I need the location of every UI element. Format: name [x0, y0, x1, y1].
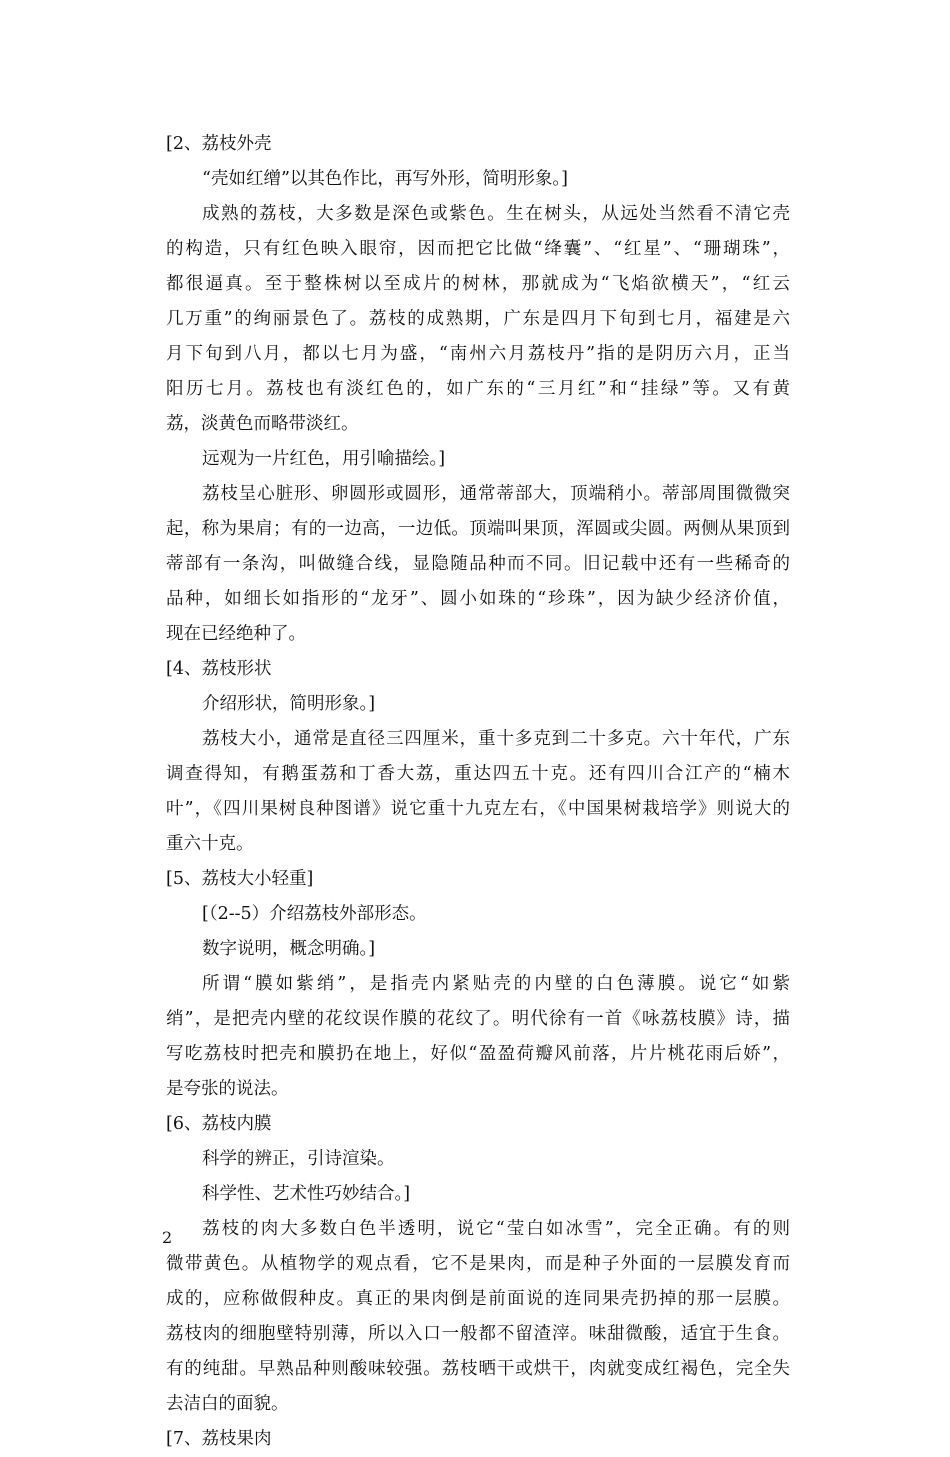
text-line: [6、荔枝内膜 — [166, 1114, 272, 1134]
text-line: 所谓“膜如紫绡”，是指壳内紧贴壳的内壁的白色薄膜。说它“如紫 — [202, 974, 790, 994]
text-line: 几万重”的绚丽景色了。荔枝的成熟期，广东是四月下旬到七月，福建是六 — [166, 309, 790, 329]
text-line: 有的纯甜。早熟品种则酸味较强。荔枝晒干或烘干，肉就变成红褐色，完全失 — [166, 1359, 790, 1379]
text-line: 叶”，《四川果树良种图谱》说它重十九克左右，《中国果树栽培学》则说大的 — [166, 799, 790, 819]
text-line: 荔枝呈心脏形、卵圆形或圆形，通常蒂部大，顶端稍小。蒂部周围微微突 — [202, 484, 790, 504]
text-line: 蒂部有一条沟，叫做缝合线，显隐随品种而不同。旧记载中还有一些稀奇的 — [166, 554, 790, 574]
text-line: 绡”，是把壳内壁的花纹误作膜的花纹了。明代徐有一首《咏荔枝膜》诗，描 — [166, 1009, 790, 1029]
text-line: 科学的辨正，引诗渲染。 — [202, 1149, 395, 1169]
text-line: [5、荔枝大小轻重] — [166, 869, 314, 889]
text-line: 数字说明，概念明确。] — [202, 939, 376, 959]
text-line: 的构造，只有红色映入眼帘，因而把它比做“绛囊”、“红星”、“珊瑚珠”， — [166, 239, 790, 259]
text-line: 阳历七月。荔枝也有淡红色的，如广东的“三月红”和“挂绿”等。又有黄 — [166, 379, 790, 399]
text-line: 起，称为果肩；有的一边高，一边低。顶端叫果顶，浑圆或尖圆。两侧从果顶到 — [166, 519, 790, 539]
text-line: 写吃荔枝时把壳和膜扔在地上，好似“盈盈荷瓣风前落，片片桃花雨后娇”， — [166, 1044, 790, 1064]
text-line: 重六十克。 — [166, 834, 254, 854]
text-line: [（2--5）介绍荔枝外部形态。 — [202, 904, 427, 924]
text-line: 荔枝的肉大多数白色半透明，说它“莹白如冰雪”，完全正确。有的则 — [202, 1219, 790, 1239]
text-line: 调查得知，有鹅蛋荔和丁香大荔，重达四五十克。还有四川合江产的“楠木 — [166, 764, 790, 784]
text-line: [2、荔枝外壳 — [166, 134, 272, 154]
text-line: [4、荔枝形状 — [166, 659, 272, 679]
text-line: 成熟的荔枝，大多数是深色或紫色。生在树头，从远处当然看不清它壳 — [202, 204, 790, 224]
text-line: 荔，淡黄色而略带淡红。 — [166, 414, 359, 434]
text-line: [7、荔枝果肉 — [166, 1429, 272, 1449]
text-line: 都很逼真。至于整株树以至成片的树林，那就成为“飞焰欲横天”，“红云 — [166, 274, 790, 294]
text-line: 成的，应称做假种皮。真正的果肉倒是前面说的连同果壳扔掉的那一层膜。 — [166, 1289, 790, 1309]
page-number: 2 — [162, 1228, 173, 1247]
text-line: 荔枝肉的细胞壁特别薄，所以入口一般都不留渣滓。味甜微酸，适宜于生食。 — [166, 1324, 790, 1344]
text-line: 是夸张的说法。 — [166, 1079, 289, 1099]
text-line: 品种，如细长如指形的“龙牙”、圆小如珠的“珍珠”，因为缺少经济价值， — [166, 589, 790, 609]
text-line: 去洁白的面貌。 — [166, 1394, 289, 1414]
text-line: 现在已经绝种了。 — [166, 624, 306, 644]
text-line: 荔枝大小，通常是直径三四厘米，重十多克到二十多克。六十年代，广东 — [202, 729, 790, 749]
text-line: 远观为一片红色，用引喻描绘。] — [202, 449, 446, 469]
text-line: 科学性、艺术性巧妙结合。] — [202, 1184, 411, 1204]
text-line: 月下旬到八月，都以七月为盛，“南州六月荔枝丹”指的是阴历六月，正当 — [166, 344, 790, 364]
text-line: 微带黄色。从植物学的观点看，它不是果肉，而是种子外面的一层膜发育而 — [166, 1254, 790, 1274]
text-line: 介绍形状，简明形象。] — [202, 694, 376, 714]
text-line: “壳如红缯”以其色作比，再写外形，简明形象。] — [202, 169, 568, 189]
document-body — [166, 127, 790, 1457]
